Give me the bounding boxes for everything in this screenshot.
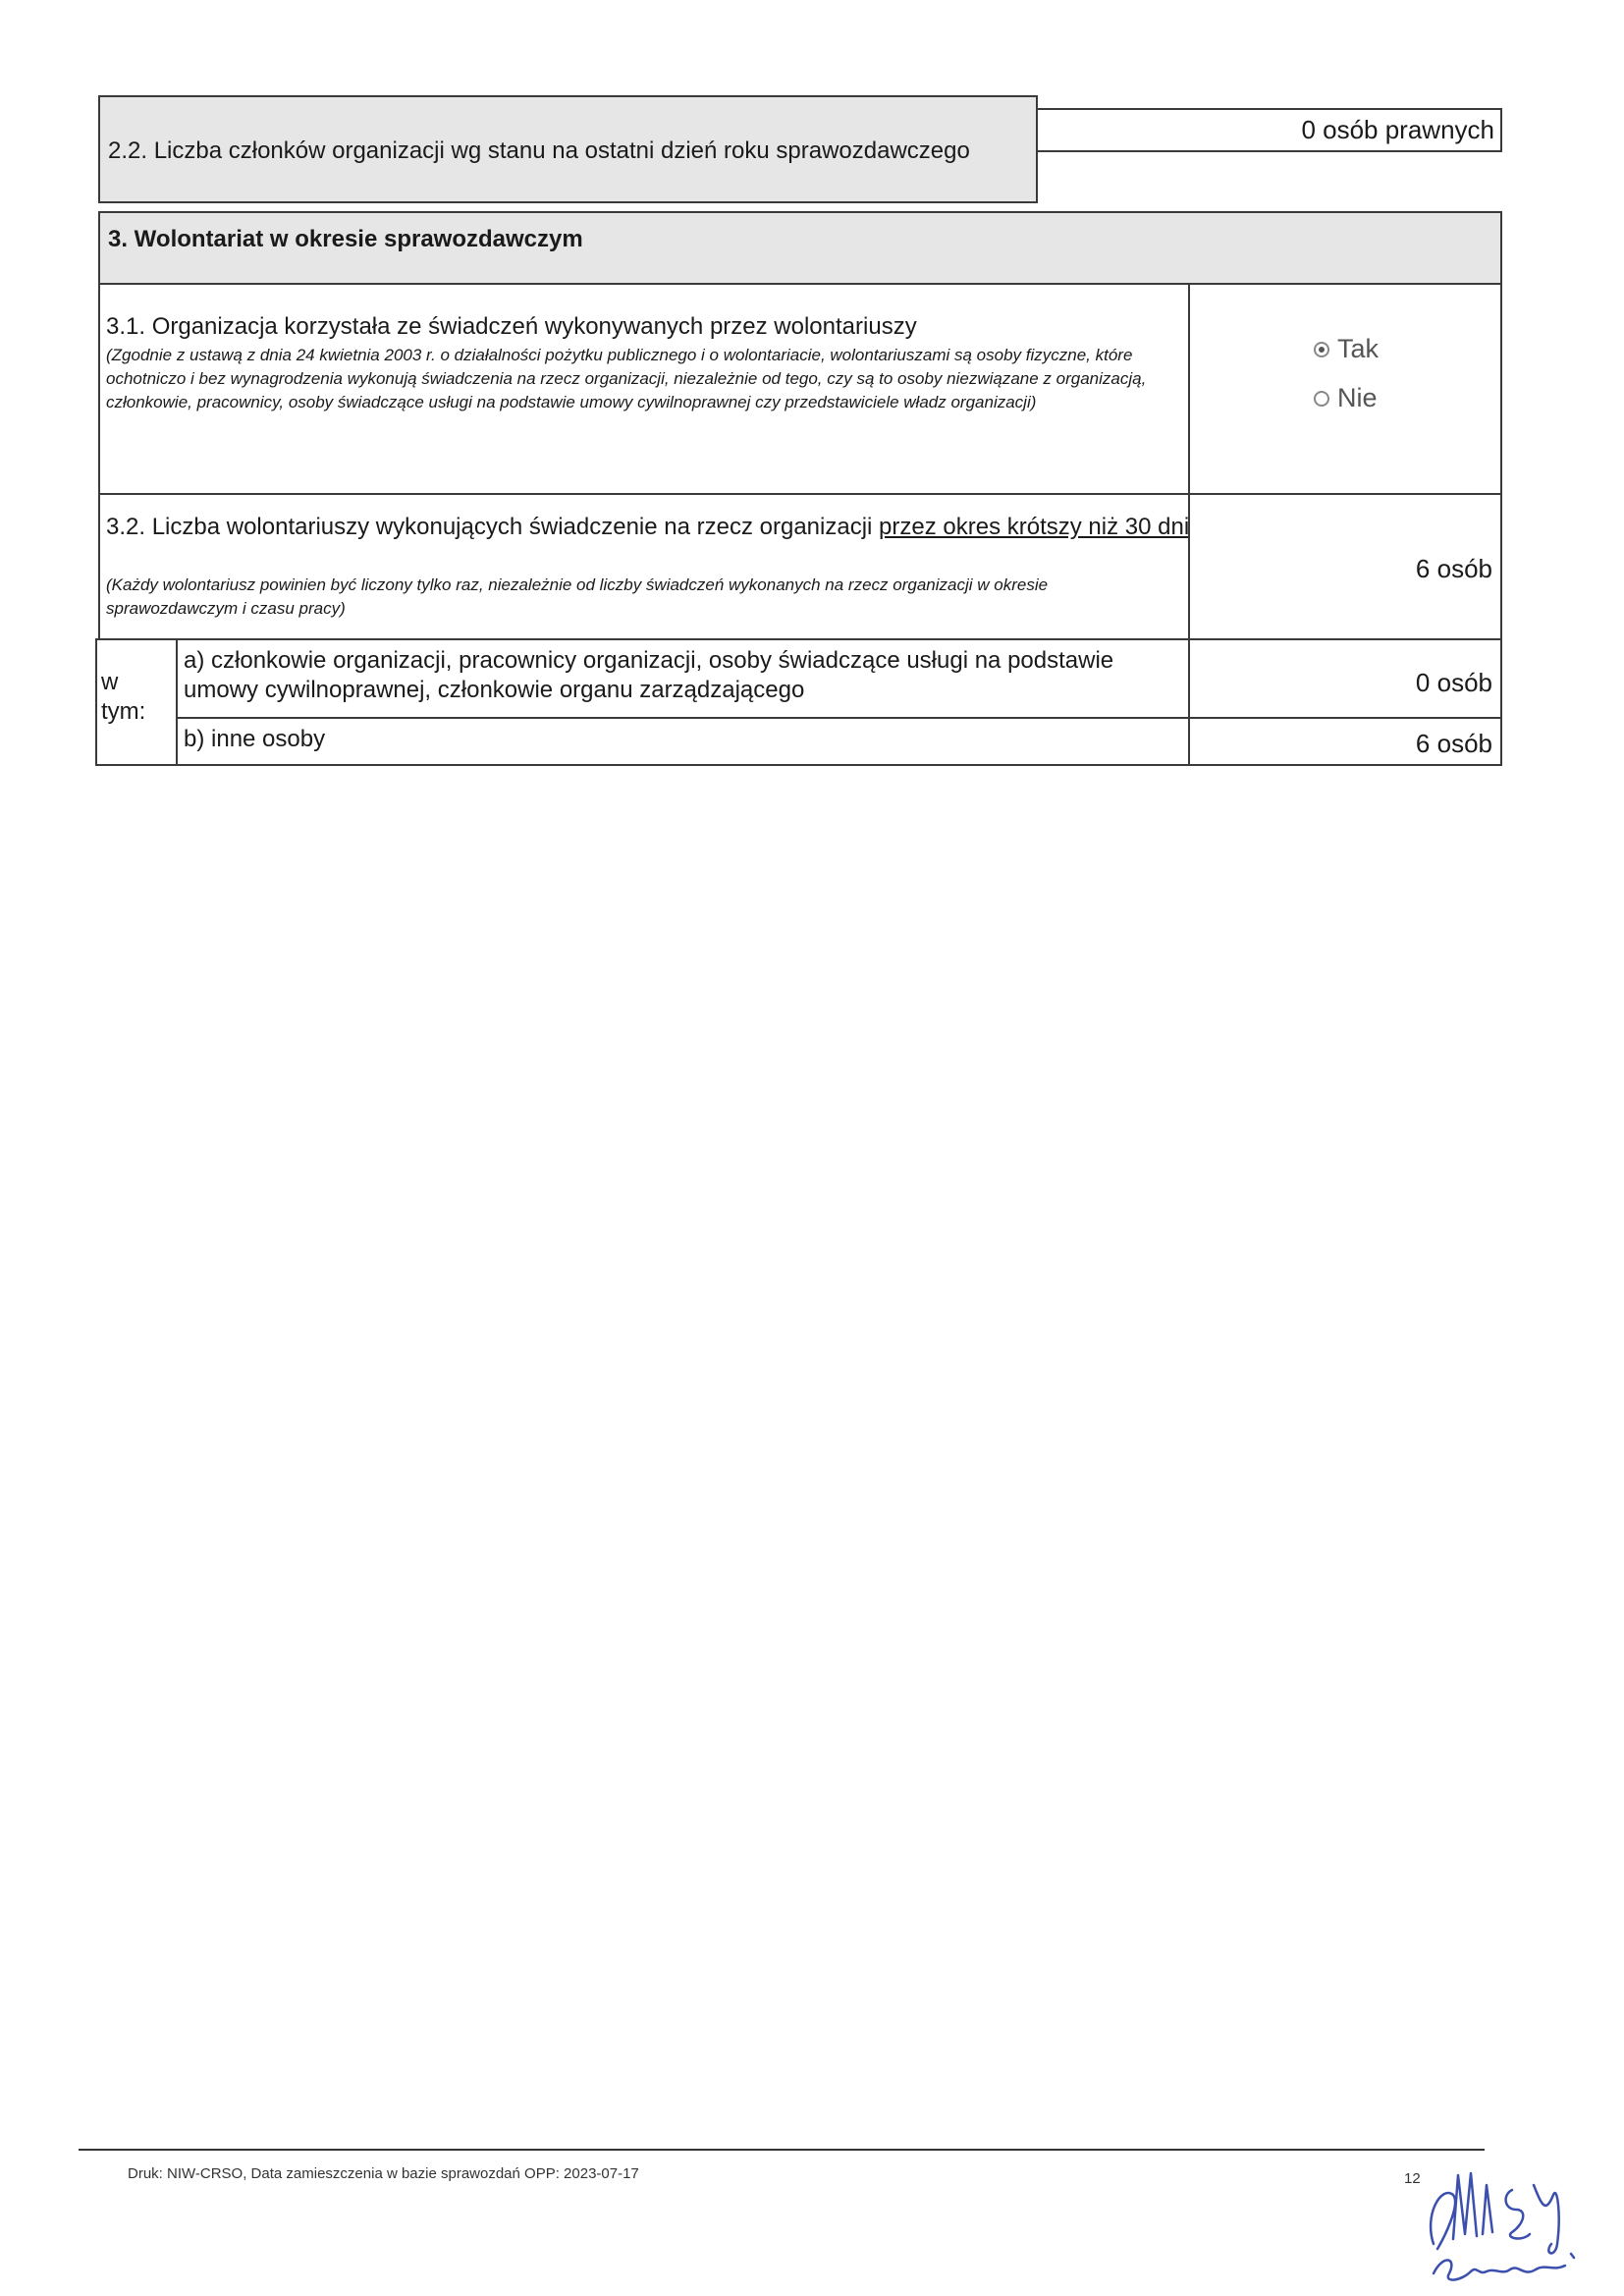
q31-option-tak[interactable] bbox=[1314, 334, 1379, 364]
section3-title: 3. Wolontariat w okresie sprawozdawczym bbox=[108, 226, 583, 252]
q22-label-cell bbox=[98, 95, 1038, 203]
q31-answer-cell bbox=[1188, 283, 1502, 495]
sub-b-value: 6 osób bbox=[1415, 729, 1492, 758]
w-tym-cell bbox=[95, 638, 178, 766]
q31-option-nie-label: Nie bbox=[1337, 383, 1378, 412]
sub-a-value-cell bbox=[1188, 638, 1502, 719]
q31-label-cell bbox=[98, 283, 1190, 495]
sub-b-label-cell bbox=[176, 717, 1190, 766]
q32-label-underlined: przez okres krótszy niż 30 dni bbox=[879, 514, 1190, 540]
footer-print-info: Druk: NIW-CRSO, Data zamieszczenia w bazie sprawozdań OPP: 2023-07-17 bbox=[128, 2165, 639, 2182]
sub-a-label-cell bbox=[176, 638, 1190, 719]
radio-selected-icon[interactable] bbox=[1314, 342, 1329, 357]
sub-b-value-cell bbox=[1188, 717, 1502, 766]
footer-divider bbox=[79, 2149, 1485, 2151]
q32-value-cell bbox=[1188, 493, 1502, 640]
q31-option-tak-label: Tak bbox=[1337, 334, 1380, 363]
q31-option-nie[interactable] bbox=[1314, 383, 1378, 413]
q22-value-cell bbox=[1036, 108, 1502, 152]
q32-value: 6 osób bbox=[1415, 554, 1492, 583]
radio-unselected-icon[interactable] bbox=[1314, 391, 1329, 407]
q31-label: 3.1. Organizacja korzystała ze świadczeń wykonywanych przez wolontariuszy bbox=[106, 313, 917, 340]
q32-note: (Każdy wolontariusz powinien być liczony tylko raz, niezależnie od liczby świadczeń wykonanych na rzecz organizacji w okresie sprawozdawczym i czasu pracy) bbox=[106, 575, 1049, 618]
signature-icon bbox=[1414, 2156, 1600, 2293]
q32-label-cell bbox=[98, 493, 1190, 640]
q22-label: 2.2. Liczba członków organizacji wg stanu na ostatni dzień roku sprawozdawczego bbox=[108, 137, 970, 164]
sub-a-value: 0 osób bbox=[1415, 668, 1492, 697]
q32-label: 3.2. Liczba wolontariuszy wykonujących świadczenie na rzecz organizacji bbox=[106, 514, 873, 540]
sub-a-label: a) członkowie organizacji, pracownicy organizacji, osoby świadczące usługi na podstawie umowy cywilnoprawnej, członkowie organu zarządzającego bbox=[184, 647, 1114, 703]
sub-b-label: b) inne osoby bbox=[184, 726, 326, 752]
section3-header bbox=[98, 211, 1502, 285]
q31-note: (Zgodnie z ustawą z dnia 24 kwietnia 2003 r. o działalności pożytku publicznego i o wolontariacie, wolontariuszami są osoby fizyczne, które ochotniczo i bez wynagrodzenia wykonują świadczenia na rzecz organizacji, niezależnie od tego, czy są to osoby niezwiązane z organizacją, członkowie, pracownicy, osoby świadczące usługi na podstawie umowy cywilnoprawnej czy przedstawiciele władz organizacji) bbox=[106, 346, 1147, 411]
q22-value: 0 osób prawnych bbox=[1301, 115, 1494, 144]
q32-label-text bbox=[106, 513, 1196, 542]
page-number: 12 bbox=[1404, 2170, 1421, 2187]
w-tym-label: w tym: bbox=[101, 669, 146, 725]
